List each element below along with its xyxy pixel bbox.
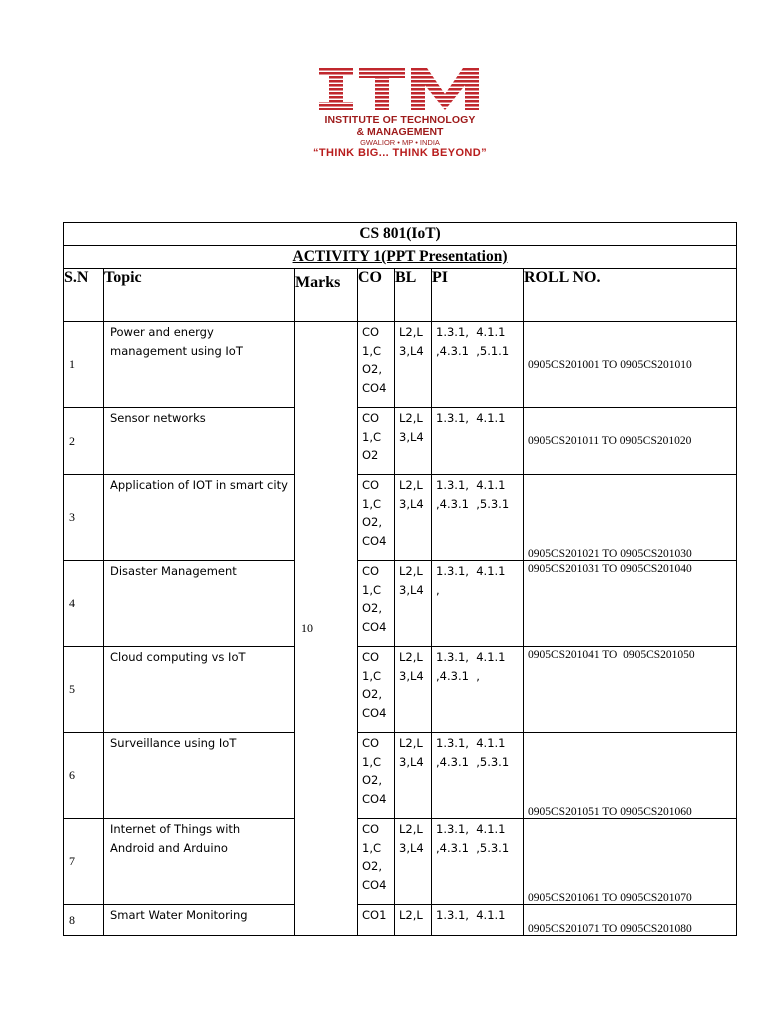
header-marks: Marks bbox=[295, 269, 358, 322]
row-bl: L2,L3,L4 bbox=[395, 819, 432, 905]
row-pi: 1.3.1, 4.1.1 ,4.3.1 , bbox=[432, 647, 524, 733]
row-co: CO1,CO2,CO4 bbox=[358, 819, 395, 905]
row-topic: Application of IOT in smart city bbox=[104, 475, 295, 561]
table-row bbox=[64, 905, 737, 936]
row-sn: 5 bbox=[64, 647, 104, 733]
header-bl: BL bbox=[395, 269, 432, 322]
row-sn: 7 bbox=[64, 819, 104, 905]
row-pi: 1.3.1, 4.1.1 ,4.3.1 ,5.3.1 bbox=[432, 475, 524, 561]
row-topic: Sensor networks bbox=[104, 408, 295, 475]
itm-letters-graphic bbox=[305, 64, 495, 114]
row-co: CO1 bbox=[358, 905, 395, 936]
row-co: CO1,CO2,CO4 bbox=[358, 322, 395, 408]
logo-management-line: & MANAGEMENT bbox=[356, 126, 444, 138]
row-pi: 1.3.1, 4.1.1 ,4.3.1 ,5.1.1 bbox=[432, 322, 524, 408]
table-row bbox=[64, 475, 737, 561]
activity-table bbox=[63, 222, 737, 936]
row-sn: 3 bbox=[64, 475, 104, 561]
row-topic: Smart Water Monitoring bbox=[104, 905, 295, 936]
row-topic: Cloud computing vs IoT bbox=[104, 647, 295, 733]
row-roll: 0905CS201041 TO 0905CS201050 bbox=[524, 647, 737, 733]
row-sn: 4 bbox=[64, 561, 104, 647]
row-topic: Power and energy management using IoT bbox=[104, 322, 295, 408]
row-roll: 0905CS201031 TO 0905CS201040 bbox=[524, 561, 737, 647]
row-pi: 1.3.1, 4.1.1 ,4.3.1 ,5.3.1 bbox=[432, 733, 524, 819]
row-topic: Internet of Things with Android and Arduino bbox=[104, 819, 295, 905]
row-sn: 1 bbox=[64, 322, 104, 408]
header-topic: Topic bbox=[104, 269, 295, 322]
row-bl: L2,L3,L4 bbox=[395, 322, 432, 408]
row-roll: 0905CS201071 TO 0905CS201080 bbox=[524, 905, 737, 936]
row-bl: L2,L3,L4 bbox=[395, 561, 432, 647]
row-co: CO1,CO2,CO4 bbox=[358, 733, 395, 819]
activity-title bbox=[64, 246, 737, 269]
table-row bbox=[64, 561, 737, 647]
table-row bbox=[64, 733, 737, 819]
row-sn: 8 bbox=[64, 905, 104, 936]
row-roll: 0905CS201011 TO 0905CS201020 bbox=[524, 408, 737, 475]
row-pi: 1.3.1, 4.1.1 bbox=[432, 905, 524, 936]
row-roll: 0905CS201001 TO 0905CS201010 bbox=[524, 322, 737, 408]
header-pi: PI bbox=[432, 269, 524, 322]
table-row bbox=[64, 819, 737, 905]
logo-tagline: “THINK BIG... THINK BEYOND” bbox=[313, 147, 487, 159]
row-bl: L2,L3,L4 bbox=[395, 647, 432, 733]
itm-logo bbox=[305, 64, 495, 159]
course-title: CS 801(IoT) bbox=[64, 223, 737, 246]
row-pi: 1.3.1, 4.1.1 ,4.3.1 ,5.3.1 bbox=[432, 819, 524, 905]
header-co: CO bbox=[358, 269, 395, 322]
activity-title-text: ACTIVITY 1(PPT Presentation) bbox=[292, 248, 508, 265]
marks-value: 10 bbox=[295, 322, 358, 936]
row-co: CO1,CO2,CO4 bbox=[358, 561, 395, 647]
row-topic: Surveillance using IoT bbox=[104, 733, 295, 819]
row-co: CO1,CO2,CO4 bbox=[358, 475, 395, 561]
row-bl: L2,L bbox=[395, 905, 432, 936]
row-topic: Disaster Management bbox=[104, 561, 295, 647]
row-roll: 0905CS201021 TO 0905CS201030 bbox=[524, 475, 737, 561]
row-sn: 6 bbox=[64, 733, 104, 819]
row-co: CO1,CO2,CO4 bbox=[358, 647, 395, 733]
row-co: CO1,CO2 bbox=[358, 408, 395, 475]
header-sn: S.N bbox=[64, 269, 104, 322]
logo-location-line: GWALIOR • MP • INDIA bbox=[360, 138, 440, 147]
row-sn: 2 bbox=[64, 408, 104, 475]
row-bl: L2,L3,L4 bbox=[395, 475, 432, 561]
table-row bbox=[64, 322, 737, 408]
table-row bbox=[64, 647, 737, 733]
row-bl: L2,L3,L4 bbox=[395, 408, 432, 475]
header-roll: ROLL NO. bbox=[524, 269, 737, 322]
row-pi: 1.3.1, 4.1.1 , bbox=[432, 561, 524, 647]
row-roll: 0905CS201051 TO 0905CS201060 bbox=[524, 733, 737, 819]
row-bl: L2,L3,L4 bbox=[395, 733, 432, 819]
row-roll: 0905CS201061 TO 0905CS201070 bbox=[524, 819, 737, 905]
row-pi: 1.3.1, 4.1.1 bbox=[432, 408, 524, 475]
logo-institute-line: INSTITUTE OF TECHNOLOGY bbox=[324, 114, 476, 126]
table-row bbox=[64, 408, 737, 475]
